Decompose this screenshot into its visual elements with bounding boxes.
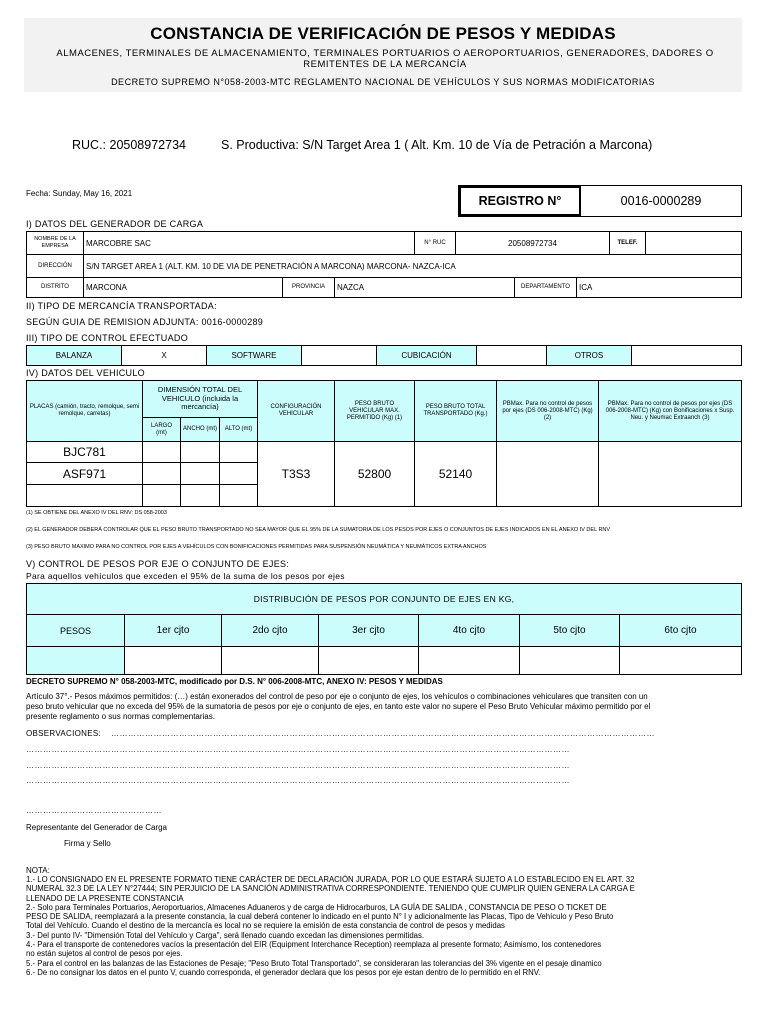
nota-line: NUMERAL 32.3 DE LA LEY N°27444; SIN PERJUICIO DE LA SANCIÓN ADMINISTRATIVA CORRESPONDIENTE. TENIENDO QUE CUMPLIR QUIEN GENERA LA CARGA E <box>26 884 635 894</box>
nota-line: 4.- Para el transporte de contenedores vacíos la presentación del EIR (Equipment Interchance Reception) reemplaza al presente formato; Asimismo, los contenedores <box>26 940 602 950</box>
footnote-3: (3) PESO BRUTO MAXIMO PARA NO CONTROL POR EJES A VEHÍCULOS CON BONIFICACIONES PERMITIDAS PARA SUSPENSIÓN NEUMÁTICA Y NEUMÁTICOS EXTRA ANCHOS <box>26 544 487 550</box>
nota-title: NOTA: <box>26 866 50 875</box>
observaciones-line-3: ………………………………………………………………………………………………………………………………………………………………………… <box>26 761 570 770</box>
balanza-mark: X <box>122 346 207 366</box>
nota-line: LLENADO DE LA PRESENTE CONSTANCIA <box>26 893 184 903</box>
observaciones-line-4: ………………………………………………………………………………………………………………………………………………………………………… <box>26 776 570 785</box>
ejes-table-title: DISTRIBUCIÓN DE PESOS POR CONJUNTO DE EJES EN KG, <box>27 584 742 615</box>
peso-2 <box>222 647 319 675</box>
pb-max-value: 52800 <box>335 442 415 507</box>
decreto-line: DECRETO SUPREMO N°058-2003-MTC REGLAMENTO NACIONAL DE VEHÍCULOS Y SUS NORMAS MODIFICATORIAS <box>111 77 655 87</box>
col-3er-cjto: 3er cjto <box>319 615 419 647</box>
h-pb-total: PESO BRUTO TOTAL TRANSPORTADO (Kg.) <box>415 381 497 442</box>
largo-2 <box>143 463 181 485</box>
balanza-label: BALANZA <box>27 346 122 366</box>
pesos-row-label <box>27 647 125 675</box>
h-pb-max: PESO BRUTO VEHICULAR MAX. PERMITIDO (Kg) (1) <box>335 381 415 442</box>
document-title: CONSTANCIA DE VERIFICACIÓN DE PESOS Y MEDIDAS <box>150 24 616 43</box>
pesos-label: PESOS <box>27 615 125 647</box>
col-6to-cjto: 6to cjto <box>620 615 742 647</box>
nombre-label: NOMBRE DE LA EMPRESA <box>27 232 84 255</box>
ubicacion-table <box>26 277 742 298</box>
nota-line: 5.- Para el control en las balanzas de las Estaciones de Pesaje; "Peso Bruto Total Transportado", se consideraran las tolerancias del 3% vigente en el pesaje dinamico <box>26 958 602 968</box>
alto-1 <box>220 442 258 463</box>
firma-line: ………………………………………… <box>26 806 162 815</box>
registro-label: REGISTRO N° <box>459 186 581 216</box>
peso-6 <box>620 647 742 675</box>
cubicacion-label: CUBICACIÓN <box>377 346 477 366</box>
control-table <box>26 345 742 366</box>
footnote-2: (2) EL GENERADOR DEBERÁ CONTROLAR QUE EL PESO BRUTO TRANSPORTADO NO SEA MAYOR QUE EL 95% DE LA SUMATORIA DE LOS PESOS POR EJES O CONJUNTOS DE EJES INDICADOS EN EL ANEXO IV DEL RNV <box>26 527 611 533</box>
observaciones-line-1: ………………………………………………………………………………………………………………………………………………………………………… <box>111 729 655 738</box>
nota-line: PESO DE SALIDA, reemplazará a la presente constancia, la cual deberá contener lo indicado en el punto N° I y adicionalmente las Placas, Tipo de Vehículo y Peso Bruto <box>26 912 614 922</box>
nota-line: 6.- De no consignar los datos en el punto V, cuando corresponda, el generador declara que los pesos por eje estan dentro de lo permitido en el RNV. <box>26 967 541 977</box>
nombre-value: MARCOBRE SAC <box>84 232 415 255</box>
config-value: T3S3 <box>258 442 335 507</box>
direccion-table <box>26 254 742 278</box>
footnote-1: (1) SE OBTIENE DEL ANEXO IV DEL RNV: DS 058-2003 <box>26 510 167 516</box>
decreto-title: DECRETO SUPREMO N° 058-2003-MTC, modificado por D.S. N° 006-2008-MTC, ANEXO IV: PESOS Y MEDIDAS <box>26 677 443 686</box>
section-2-heading: II) TIPO DE MERCANCÍA TRANSPORTADA: <box>26 301 217 311</box>
sede-productiva-text: S. Productiva: S/N Target Area 1 ( Alt. Km. 10 de Vía de Petración a Marcona) <box>221 138 653 152</box>
ruc-value: 20508972734 <box>456 232 610 255</box>
alto-2 <box>220 463 258 485</box>
ancho-3 <box>181 485 220 507</box>
vehiculo-table <box>26 380 742 507</box>
registro-box <box>458 185 742 217</box>
otros-mark <box>632 346 742 366</box>
registro-value: 0016-0000289 <box>620 194 702 208</box>
h-alto: ALTO (mt) <box>220 418 258 442</box>
section-5-heading: V) CONTROL DE PESOS POR EJE O CONJUNTO DE EJES: <box>26 559 290 569</box>
col-5to-cjto: 5to cjto <box>520 615 620 647</box>
peso-3 <box>319 647 419 675</box>
placa-2: ASF971 <box>27 463 143 485</box>
peso-4 <box>419 647 520 675</box>
firma-sello-label: Firma y Sello <box>64 839 111 848</box>
generador-table <box>26 231 742 255</box>
direccion-value: S/N TARGET AREA 1 (ALT. KM. 10 DE VIA DE PENETRACIÓN A MARCONA) MARCONA- NAZCA-ICA <box>84 255 742 278</box>
provincia-value: NAZCA <box>335 278 515 298</box>
cubicacion-mark <box>477 346 547 366</box>
alto-3 <box>220 485 258 507</box>
pb-max-3-value <box>599 442 742 507</box>
col-2do-cjto: 2do cjto <box>222 615 319 647</box>
ejes-table <box>26 583 742 675</box>
distrito-value: MARCONA <box>84 278 283 298</box>
h-placas: PLACAS (camión, tracto, remolque, semi remolque, carretas) <box>27 381 143 442</box>
section-1-heading: I) DATOS DEL GENERADOR DE CARGA <box>26 219 204 229</box>
fecha-text: Fecha: Sunday, May 16, 2021 <box>26 189 133 198</box>
ruc-text: RUC.: 20508972734 <box>72 138 186 152</box>
col-1er-cjto: 1er cjto <box>125 615 222 647</box>
distrito-label: DISTRITO <box>27 278 84 298</box>
placa-1: BJC781 <box>27 442 143 463</box>
direccion-label: DIRECCIÓN <box>27 255 84 278</box>
largo-3 <box>143 485 181 507</box>
col-4to-cjto: 4to cjto <box>419 615 520 647</box>
largo-1 <box>143 442 181 463</box>
ancho-1 <box>181 442 220 463</box>
nota-line: no están sujetos al control de pesos por ejes. <box>26 949 183 959</box>
section-2-text: SEGÚN GUIA DE REMISION ADJUNTA: 0016-0000289 <box>26 317 264 327</box>
observaciones-line-2: ………………………………………………………………………………………………………………………………………………………………………… <box>26 745 570 754</box>
observaciones-label: OBSERVACIONES: <box>26 729 102 738</box>
otros-label: OTROS <box>547 346 632 366</box>
pb-max-2-value <box>497 442 599 507</box>
h-configuracion: CONFIGURACIÓN VEHICULAR <box>258 381 335 442</box>
h-dimension: DIMENSIÓN TOTAL DEL VEHICULO (incluida la mercancía) <box>143 381 258 418</box>
representante-label: Representante del Generador de Carga <box>26 823 167 832</box>
section-3-heading: III) TIPO DE CONTROL EFECTUADO <box>26 333 189 343</box>
h-pb-max-2: PBMax. Para no control de pesos por ejes (DS 006-2008-MTC) (Kg) (2) <box>497 381 599 442</box>
peso-5 <box>520 647 620 675</box>
peso-1 <box>125 647 222 675</box>
telef-value <box>646 232 742 255</box>
nota-line: Total del Vehículo. Cuando el destino de la mercancía es local no se requiere la emisión de esta constancia de control de pesos y medidas <box>26 921 505 931</box>
decreto-line-3: presente reglamento o sus normas complementarias. <box>26 712 215 721</box>
pb-total-value: 52140 <box>415 442 497 507</box>
h-pb-max-3: PBMax. Para no control de pesos por ejes (DS 006-2008-MTC) (Kg) con Bonificaciones x Susp. Neu. y Neumac Extraanch (3) <box>599 381 742 442</box>
telef-label: TELEF. <box>610 232 646 255</box>
section-4-heading: IV) DATOS DEL VEHICULO <box>26 368 145 378</box>
decreto-line-1: Artículo 37°.- Pesos máximos permitidos: (…) están exonerados del control de peso por eje o conjunto de ejes, los vehículos o combinaciones vehiculares que transiten con un <box>26 692 648 701</box>
software-mark <box>302 346 377 366</box>
software-label: SOFTWARE <box>207 346 302 366</box>
section-5-subheading: Para aquellos vehículos que exceden el 95% de la suma de los pesos por ejes <box>26 571 345 581</box>
ancho-2 <box>181 463 220 485</box>
provincia-label: PROVINCIA <box>283 278 335 298</box>
nota-line: 1.- LO CONSIGNADO EN EL PRESENTE FORMATO TIENE CARÁCTER DE DECLARACIÓN JURADA, POR LO QUE ESTARÁ SUJETO A LO ESTABLECIDO EN EL ART. 32 <box>26 875 635 884</box>
nota-line: 3.- Del punto IV- "Dimensión Total del Vehículo y Carga", será llenado cuando excedan las dimensiones permitidas. <box>26 930 425 940</box>
placa-3 <box>27 485 143 507</box>
decreto-line-2: peso bruto vehicular que no exceda del 95% de la sumatoria de pesos por eje o conjunto de ejes, en tanto este valor no supere el Peso Bruto Vehicular máximo permitido por el <box>26 702 651 711</box>
document-subtitle: ALMACENES, TERMINALES DE ALMACENAMIENTO, TERMINALES PORTUARIOS O AEROPORTUARIOS, GENERADORES, DADORES O REMITENTES DE LA MERCANCÍA <box>56 48 714 70</box>
departamento-label: DEPARTAMENTO <box>515 278 577 298</box>
nota-list <box>26 875 746 977</box>
nota-line: 2.- Solo para Terminales Portuarios, Aeroportuarios, Almacenes Aduaneros y de carga de Hidrocarburos, LA GUÍA DE SALIDA , CONSTANCIA DE PESO O TICKET DE <box>26 902 607 912</box>
ruc-label: N° RUC <box>415 232 456 255</box>
h-ancho: ANCHO (mt) <box>181 418 220 442</box>
departamento-value: ICA <box>577 278 742 298</box>
h-largo: LARGO (mt) <box>143 418 181 442</box>
